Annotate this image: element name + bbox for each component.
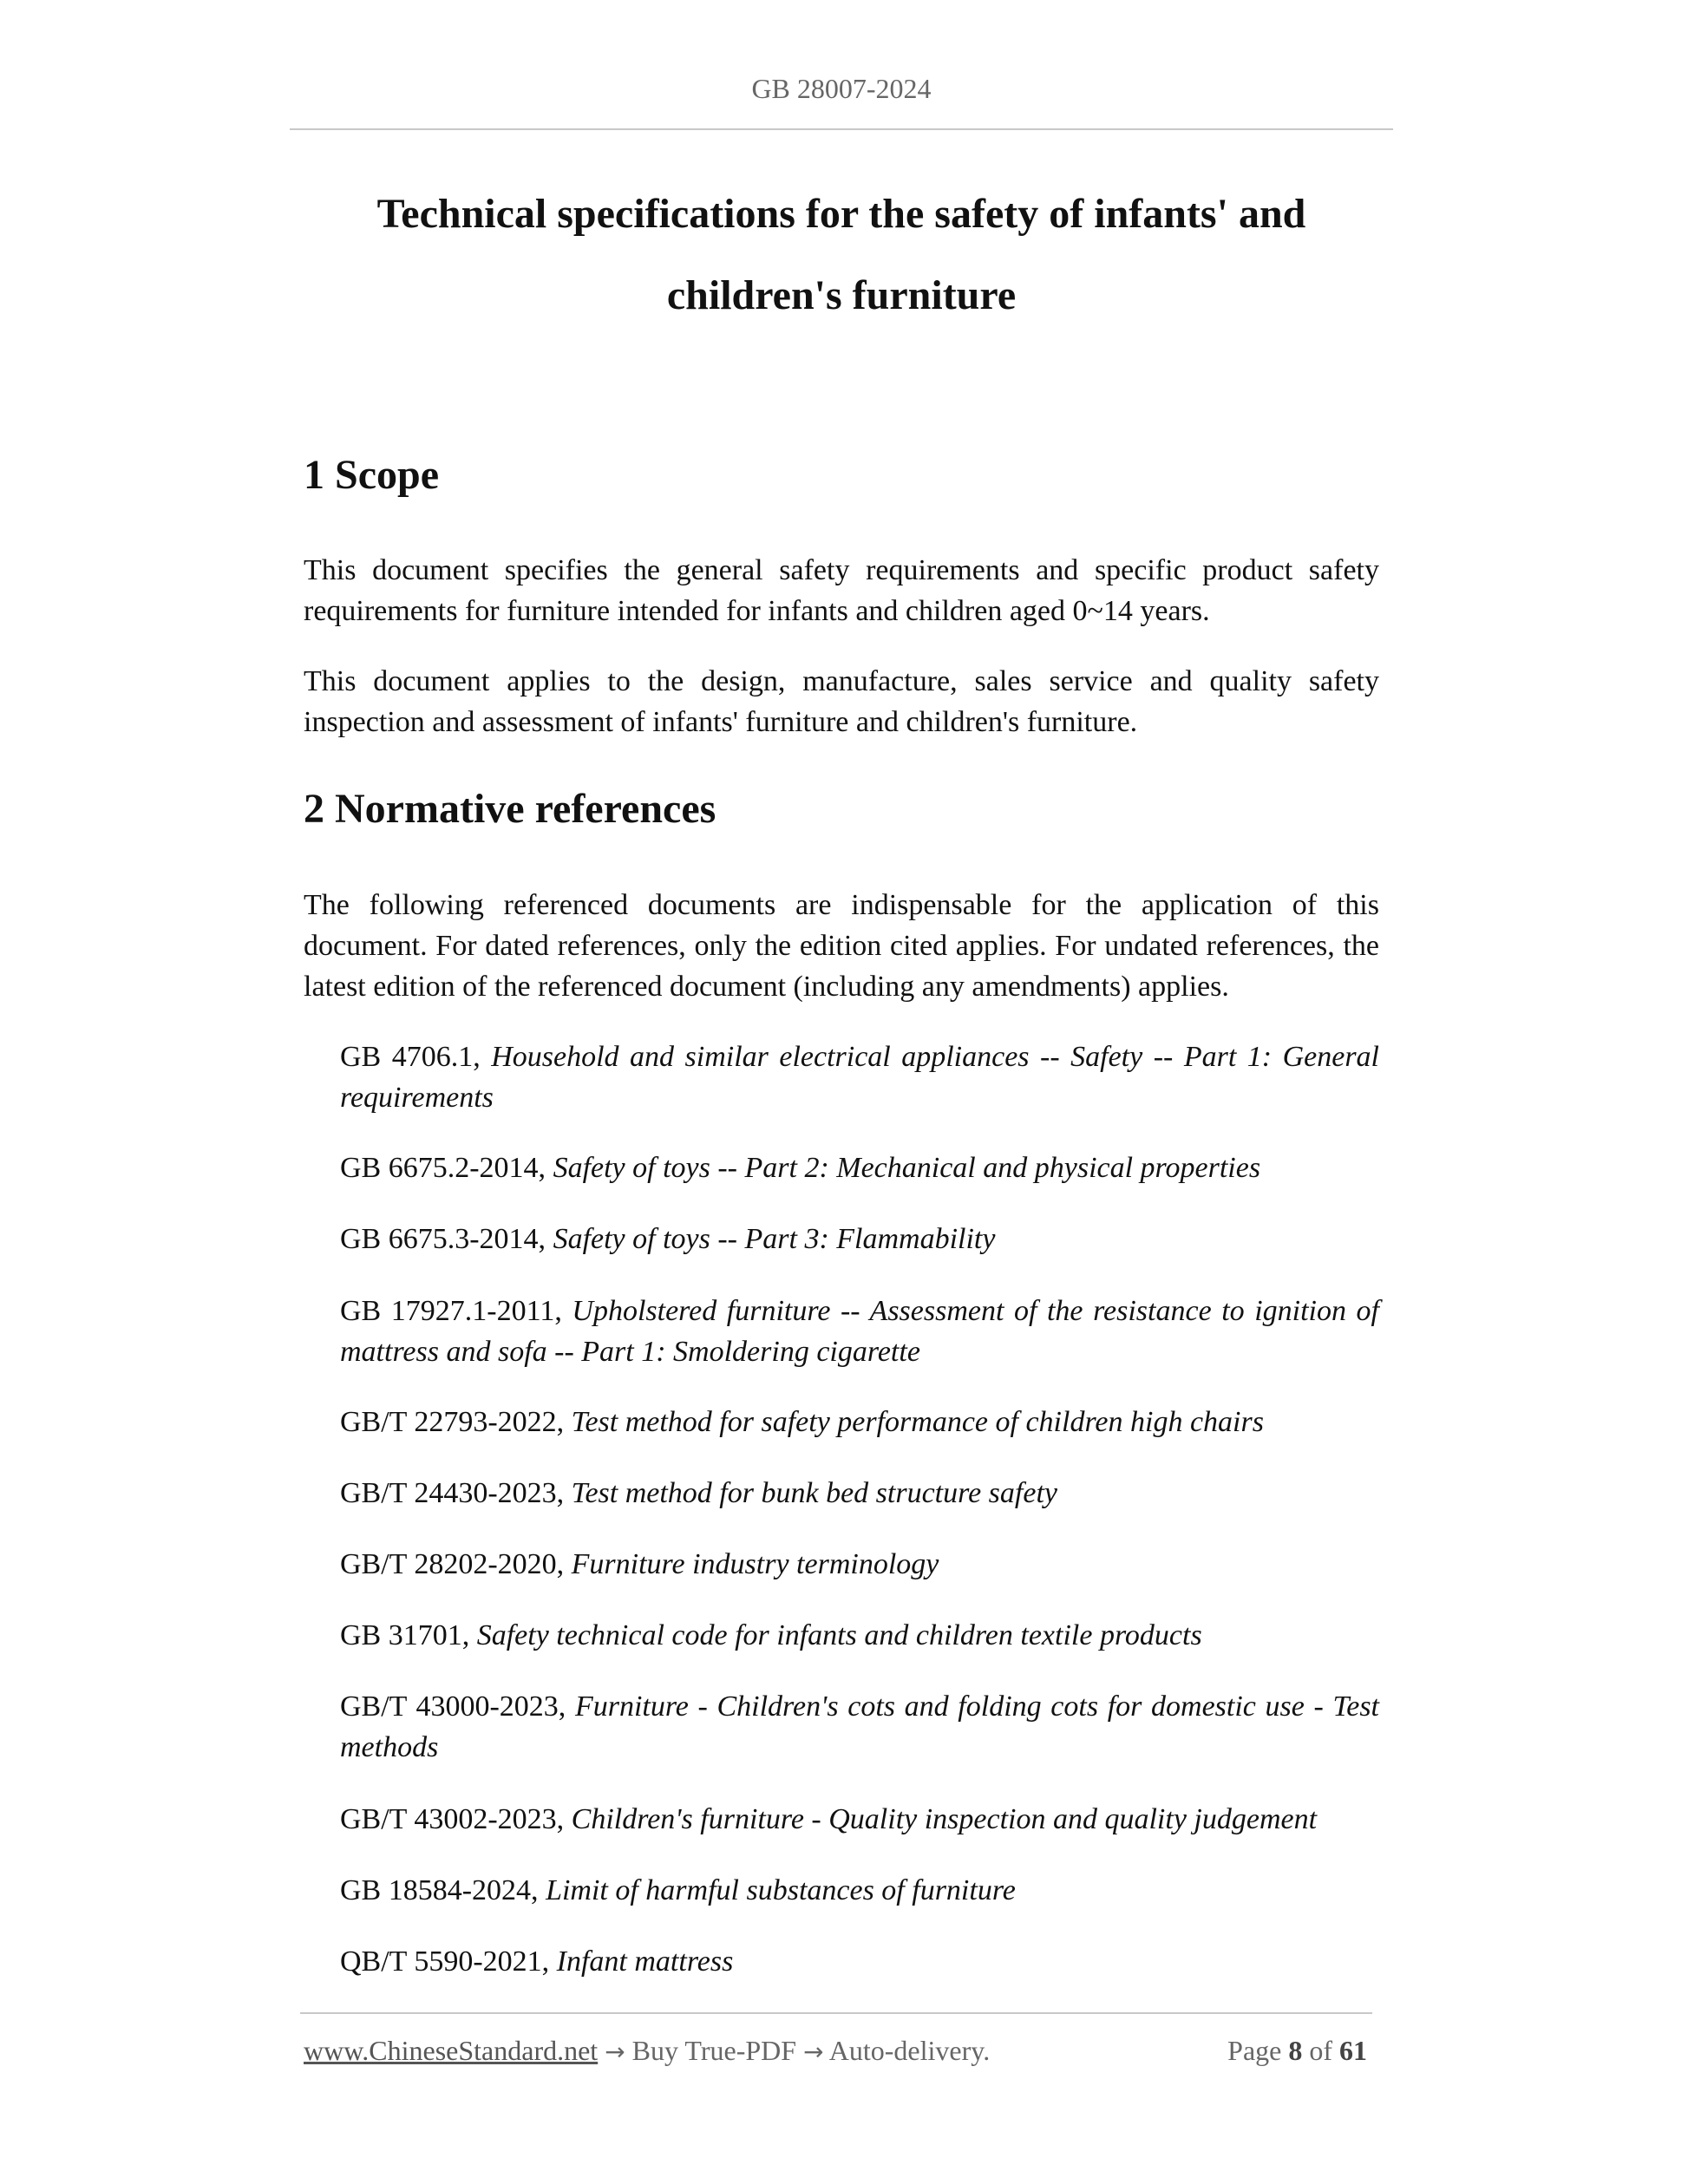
reference-title: Safety technical code for infants and children textile products (476, 1619, 1202, 1651)
reference-title: Limit of harmful substances of furniture (546, 1874, 1016, 1906)
document-title-line-1: Technical specifications for the safety of infants' and (376, 191, 1306, 237)
reference-title: Household and similar electrical appliances -- Safety -- Part 1: General requirements (340, 1041, 1379, 1114)
reference-title: Furniture industry terminology (571, 1548, 939, 1580)
footer-promo (304, 2035, 990, 2067)
reference-item (340, 1870, 1379, 1911)
reference-code: GB 6675.3-2014, (340, 1223, 553, 1255)
reference-code: GB/T 43002-2023, (340, 1803, 572, 1835)
reference-title: Test method for safety performance of children high chairs (571, 1406, 1264, 1438)
header-standard-code: GB 28007-2024 (751, 73, 932, 104)
right-arrow-icon: → (803, 2037, 824, 2066)
page-current: 8 (1288, 2035, 1303, 2066)
reference-item (340, 1615, 1379, 1656)
reference-item (340, 1402, 1379, 1442)
section-heading-normative-references: 2 Normative references (304, 786, 716, 832)
reference-item (340, 1291, 1379, 1372)
reference-code: GB 31701, (340, 1619, 477, 1651)
reference-code: QB/T 5590-2021, (340, 1945, 557, 1978)
reference-title: Safety of toys -- Part 2: Mechanical and physical properties (553, 1152, 1261, 1184)
document-title-line-2: children's furniture (666, 272, 1017, 318)
section-heading-scope: 1 Scope (304, 452, 439, 498)
normative-intro-paragraph: The following referenced documents are indispensable for the application of this document. For dated references, only the edition cited applies. For undated references, the latest edition of the referenced document (including any amendments) applies. (304, 889, 1379, 1003)
reference-code: GB 6675.2-2014, (340, 1152, 553, 1184)
reference-item (340, 1941, 1379, 1982)
reference-title: Upholstered furniture -- Assessment of the resistance to ignition of mattress and sofa -- Part 1: Smoldering cigarette (340, 1295, 1380, 1368)
page-total: 61 (1339, 2035, 1367, 2066)
of-label: of (1309, 2035, 1332, 2066)
reference-title: Safety of toys -- Part 3: Flammability (553, 1223, 996, 1255)
footer-divider (300, 2012, 1372, 2014)
scope-paragraph-1: This document specifies the general safety requirements and specific product safety requirements for furniture intended for infants and children aged 0~14 years. (304, 554, 1379, 627)
reference-title: Infant mattress (556, 1945, 734, 1978)
buy-pdf-text: Buy True-PDF (631, 2035, 797, 2066)
reference-code: GB 17927.1-2011, (340, 1295, 572, 1327)
page-label: Page (1227, 2035, 1282, 2066)
scope-paragraph-2: This document applies to the design, manufacture, sales service and quality safety inspection and assessment of infants' furniture and children's furniture. (304, 665, 1379, 738)
reference-code: GB 4706.1, (340, 1041, 492, 1073)
reference-code: GB/T 24430-2023, (340, 1477, 572, 1509)
reference-title: Furniture - Children's cots and folding cots for domestic use - Test methods (340, 1690, 1379, 1763)
reference-title: Test method for bunk bed structure safety (571, 1477, 1057, 1509)
reference-code: GB/T 43000-2023, (340, 1690, 575, 1723)
reference-item (340, 1148, 1379, 1188)
site-link[interactable]: www.ChineseStandard.net (304, 2035, 599, 2066)
right-arrow-icon: → (605, 2037, 625, 2066)
reference-item (340, 1473, 1379, 1514)
reference-item (340, 1686, 1379, 1768)
document-title (290, 173, 1393, 337)
reference-item (340, 1544, 1379, 1585)
reference-item (340, 1799, 1379, 1840)
header-divider (290, 128, 1393, 130)
page-indicator (1227, 2035, 1367, 2067)
reference-code: GB/T 28202-2020, (340, 1548, 572, 1580)
reference-item (340, 1036, 1379, 1118)
reference-code: GB 18584-2024, (340, 1874, 546, 1906)
reference-item (340, 1219, 1379, 1259)
reference-title: Children's furniture - Quality inspection and quality judgement (571, 1803, 1318, 1835)
auto-delivery-text: Auto-delivery. (828, 2035, 991, 2066)
reference-code: GB/T 22793-2022, (340, 1406, 572, 1438)
